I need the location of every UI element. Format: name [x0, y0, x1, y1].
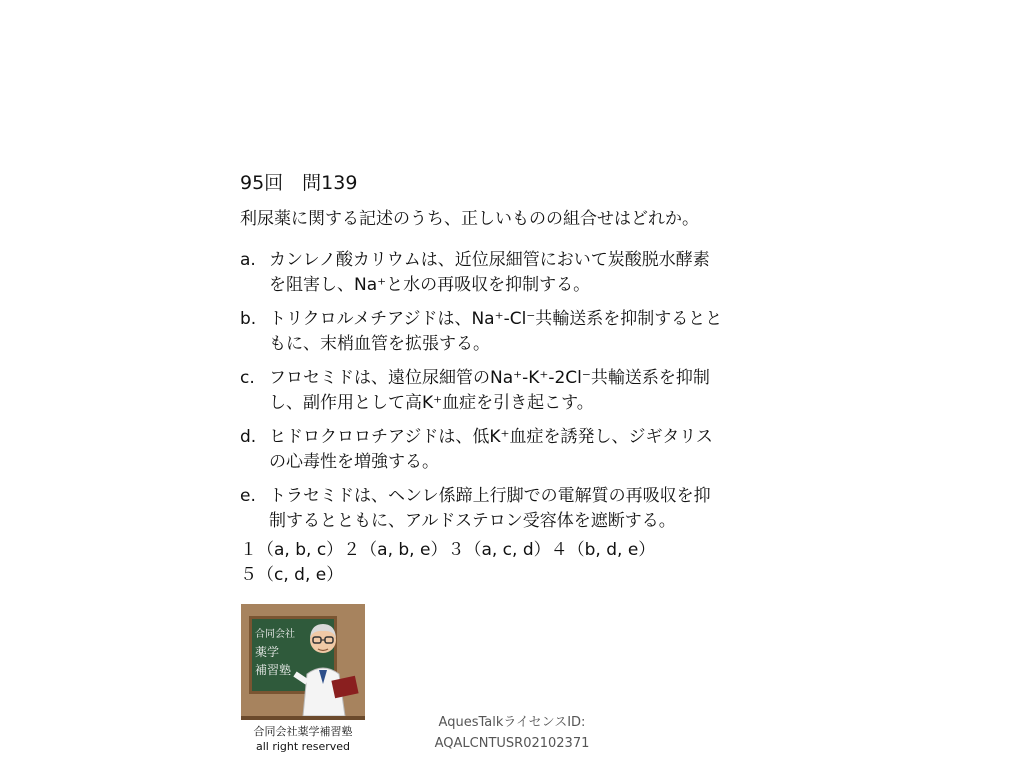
option-text-line: し、副作用として高K⁺血症を引き起こす。 — [269, 393, 594, 413]
license-line: AQALCNTUSR02102371 — [434, 736, 590, 751]
option-text-line: トラセミドは、ヘンレ係蹄上行脚での電解質の再吸収を抑 — [269, 486, 711, 506]
option-letter: c. — [240, 368, 255, 388]
logo — [241, 604, 365, 720]
option-text-line: 制するとともに、アルドステロン受容体を遮断する。 — [269, 511, 676, 531]
option-d — [240, 425, 800, 475]
options-list — [240, 248, 800, 543]
logo-caption — [232, 724, 374, 754]
chalk-text: 合同会社 — [255, 629, 295, 640]
option-text-line: フロセミドは、遠位尿細管のNa⁺-K⁺-2Cl⁻共輸送系を抑制 — [269, 368, 710, 388]
question-number: 95回 問139 — [240, 172, 358, 194]
chalk-text: 薬学 — [255, 645, 280, 659]
teacher-illustration — [241, 604, 365, 716]
option-text-line: もに、末梢血管を拡張する。 — [269, 334, 490, 354]
option-b — [240, 307, 800, 357]
option-letter: e. — [240, 486, 256, 506]
option-letter: b. — [240, 309, 257, 329]
company-name: 合同会社薬学補習塾 — [253, 725, 353, 738]
option-text-line: カンレノ酸カリウムは、近位尿細管において炭酸脱水酵素 — [269, 250, 710, 270]
option-e — [240, 484, 800, 534]
option-text-line: を阻害し、Na⁺と水の再吸収を抑制する。 — [269, 275, 591, 295]
option-a — [240, 248, 800, 298]
license-text — [402, 712, 622, 754]
rights-text: all right reserved — [255, 740, 351, 753]
option-text-line: の心毒性を増強する。 — [269, 452, 439, 472]
option-text-line: トリクロルメチアジドは、Na⁺-Cl⁻共輸送系を抑制するとと — [269, 309, 723, 329]
license-line: AquesTalkライセンスID: — [438, 715, 586, 730]
answer-choices — [240, 538, 655, 588]
option-letter: a. — [240, 250, 256, 270]
answer-line: ５（c, d, e） — [240, 565, 344, 585]
answer-line: １（a, b, c）２（a, b, e）３（a, c, d）４（b, d, e） — [240, 540, 656, 560]
option-text-line: ヒドロクロロチアジドは、低K⁺血症を誘発し、ジギタリス — [269, 427, 713, 447]
question-stem: 利尿薬に関する記述のうち、正しいものの組合せはどれか。 — [240, 209, 699, 229]
option-letter: d. — [240, 427, 257, 447]
option-c — [240, 366, 800, 416]
chalk-text: 補習塾 — [255, 663, 292, 677]
